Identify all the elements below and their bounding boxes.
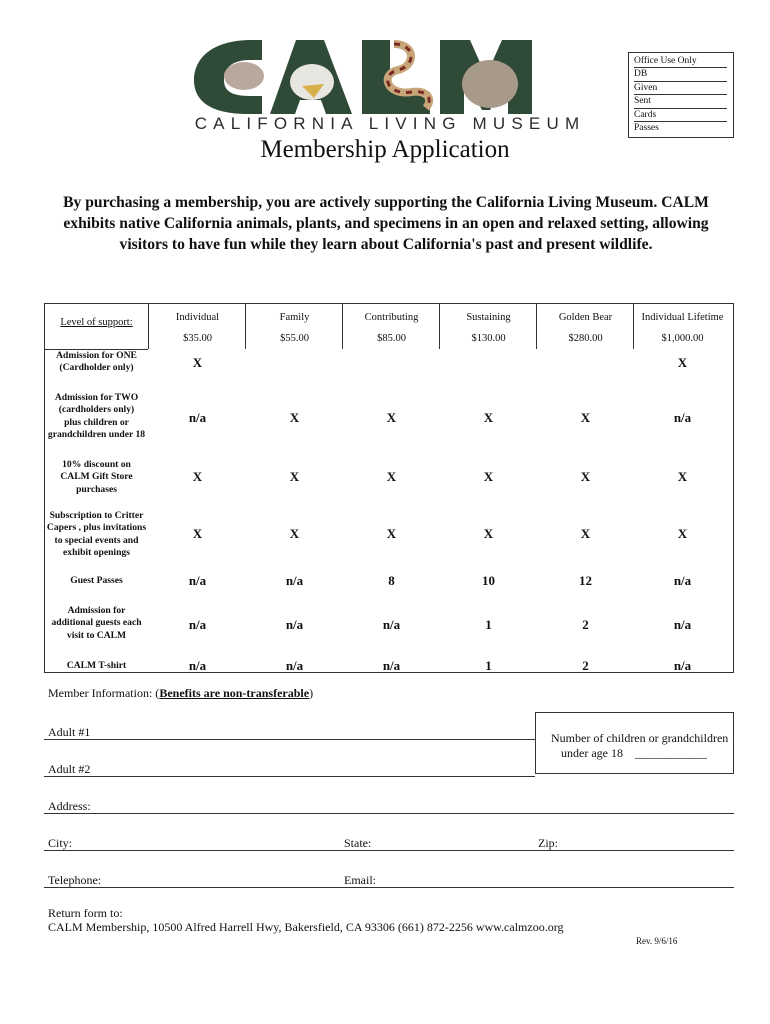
table-cell: n/a (188, 573, 207, 588)
table-cell: n/a (673, 573, 692, 588)
level-price-contributing: $85.00 (377, 333, 406, 344)
table-cell: n/a (673, 410, 692, 425)
address-field[interactable] (44, 813, 734, 814)
table-cell: 12 (579, 573, 592, 588)
children-age-label: under age 18 ____________ (561, 746, 707, 760)
table-cell: X (580, 469, 591, 484)
level-name-individual: Individual (175, 312, 220, 323)
table-cell: X (677, 355, 688, 370)
table-cell: X (289, 526, 300, 541)
table-cell: n/a (188, 658, 207, 673)
office-use-title: Office Use Only (634, 55, 727, 68)
level-price-sustaining: $130.00 (471, 333, 506, 344)
table-cell: n/a (188, 410, 207, 425)
table-cell: X (386, 526, 397, 541)
table-cell: X (192, 526, 203, 541)
table-cell: X (677, 469, 688, 484)
table-cell: 10 (482, 573, 495, 588)
table-cell: n/a (188, 617, 207, 632)
logo-letter-l (362, 40, 430, 114)
benefit-label-critter-capers: Subscription to Critter Capers , plus invitations to special events and exhibit openings (46, 510, 147, 559)
children-count-box[interactable] (535, 712, 734, 774)
return-address: CALM Membership, 10500 Alfred Harrell Hwy, Bakersfield, CA 93306 (661) 872-2256 www.calmzoo.org (48, 920, 564, 934)
benefit-label-guest-passes: Guest Passes (70, 575, 123, 586)
email-label: Email: (344, 873, 376, 887)
table-cell: n/a (285, 617, 304, 632)
cougar-icon (462, 60, 518, 108)
benefit-label-admission-two: Admission for TWO (cardholders only) plus children or grandchildren under 18 (47, 392, 146, 441)
table-cell: n/a (673, 658, 692, 673)
level-price-individual-lifetime: $1,000.00 (661, 333, 704, 344)
table-cell: X (192, 469, 203, 484)
table-cell: X (192, 355, 203, 370)
adult-2-label: Adult #2 (48, 762, 91, 776)
table-cell: X (386, 410, 397, 425)
telephone-email-field[interactable] (44, 887, 734, 888)
table-cell: 2 (582, 658, 589, 673)
level-name-contributing: Contributing (364, 312, 419, 323)
table-cell: n/a (382, 617, 401, 632)
level-price-individual: $35.00 (183, 333, 212, 344)
address-label: Address: (48, 799, 91, 813)
table-cell: X (289, 410, 300, 425)
level-name-golden-bear: Golden Bear (558, 312, 613, 323)
adult-2-field[interactable] (44, 776, 535, 777)
state-label: State: (344, 836, 372, 850)
table-cell: n/a (285, 573, 304, 588)
page-title: Membership Application (260, 136, 510, 163)
table-cell: n/a (382, 658, 401, 673)
adult-1-label: Adult #1 (48, 725, 91, 739)
intro-paragraph: By purchasing a membership, you are actively supporting the California Living Museum. CALM exhibits native California animals, plants, and specimens in an open and relaxed setting, allowing visitors to have fun while they learn about California's past and present wildlife. (63, 194, 709, 253)
table-cell: X (386, 469, 397, 484)
office-use-box (628, 52, 734, 138)
office-field-given[interactable]: Given (634, 82, 727, 95)
benefit-label-additional-guests: Admission for additional guests each visit to CALM (51, 605, 142, 641)
table-cell: n/a (673, 617, 692, 632)
table-cell: X (483, 410, 494, 425)
level-price-family: $55.00 (280, 333, 309, 344)
table-cell: X (289, 469, 300, 484)
table-cell: 8 (388, 573, 395, 588)
level-of-support-label: Level of support: (60, 317, 133, 328)
table-cell: X (580, 410, 591, 425)
zip-label: Zip: (538, 836, 558, 850)
city-state-zip-field[interactable] (44, 850, 734, 851)
office-field-passes[interactable]: Passes (634, 123, 659, 134)
level-name-family: Family (279, 312, 310, 323)
office-field-sent[interactable]: Sent (634, 95, 727, 108)
member-info-heading: Member Information: (Benefits are non-transferable) (48, 686, 314, 700)
office-field-cards[interactable]: Cards (634, 109, 727, 122)
level-price-golden-bear: $280.00 (568, 333, 603, 344)
table-cell: X (580, 526, 591, 541)
logo-subtitle: CALIFORNIA LIVING MUSEUM (194, 114, 586, 133)
telephone-label: Telephone: (48, 873, 102, 887)
table-cell: 2 (582, 617, 589, 632)
return-label: Return form to: (48, 906, 123, 920)
table-cell: X (483, 526, 494, 541)
office-field-db[interactable]: DB (634, 68, 727, 81)
level-name-sustaining: Sustaining (466, 312, 511, 323)
adult-1-field[interactable] (44, 739, 535, 740)
table-cell: 1 (485, 658, 492, 673)
benefit-label-gift-store-discount: 10% discount on CALM Gift Store purchases (60, 459, 133, 495)
city-label: City: (48, 836, 73, 850)
revision-label: Rev. 9/6/16 (636, 936, 678, 946)
table-cell: n/a (285, 658, 304, 673)
membership-table (44, 303, 734, 673)
table-cell: X (677, 526, 688, 541)
children-count-label: Number of children or grandchildren (551, 731, 729, 745)
benefit-label-tshirt: CALM T-shirt (66, 660, 127, 671)
benefit-label-admission-one: Admission for ONE (Cardholder only) (56, 350, 137, 374)
table-cell: 1 (485, 617, 492, 632)
table-cell: X (483, 469, 494, 484)
pig-icon (224, 62, 264, 90)
level-name-individual-lifetime: Individual Lifetime (641, 312, 724, 323)
